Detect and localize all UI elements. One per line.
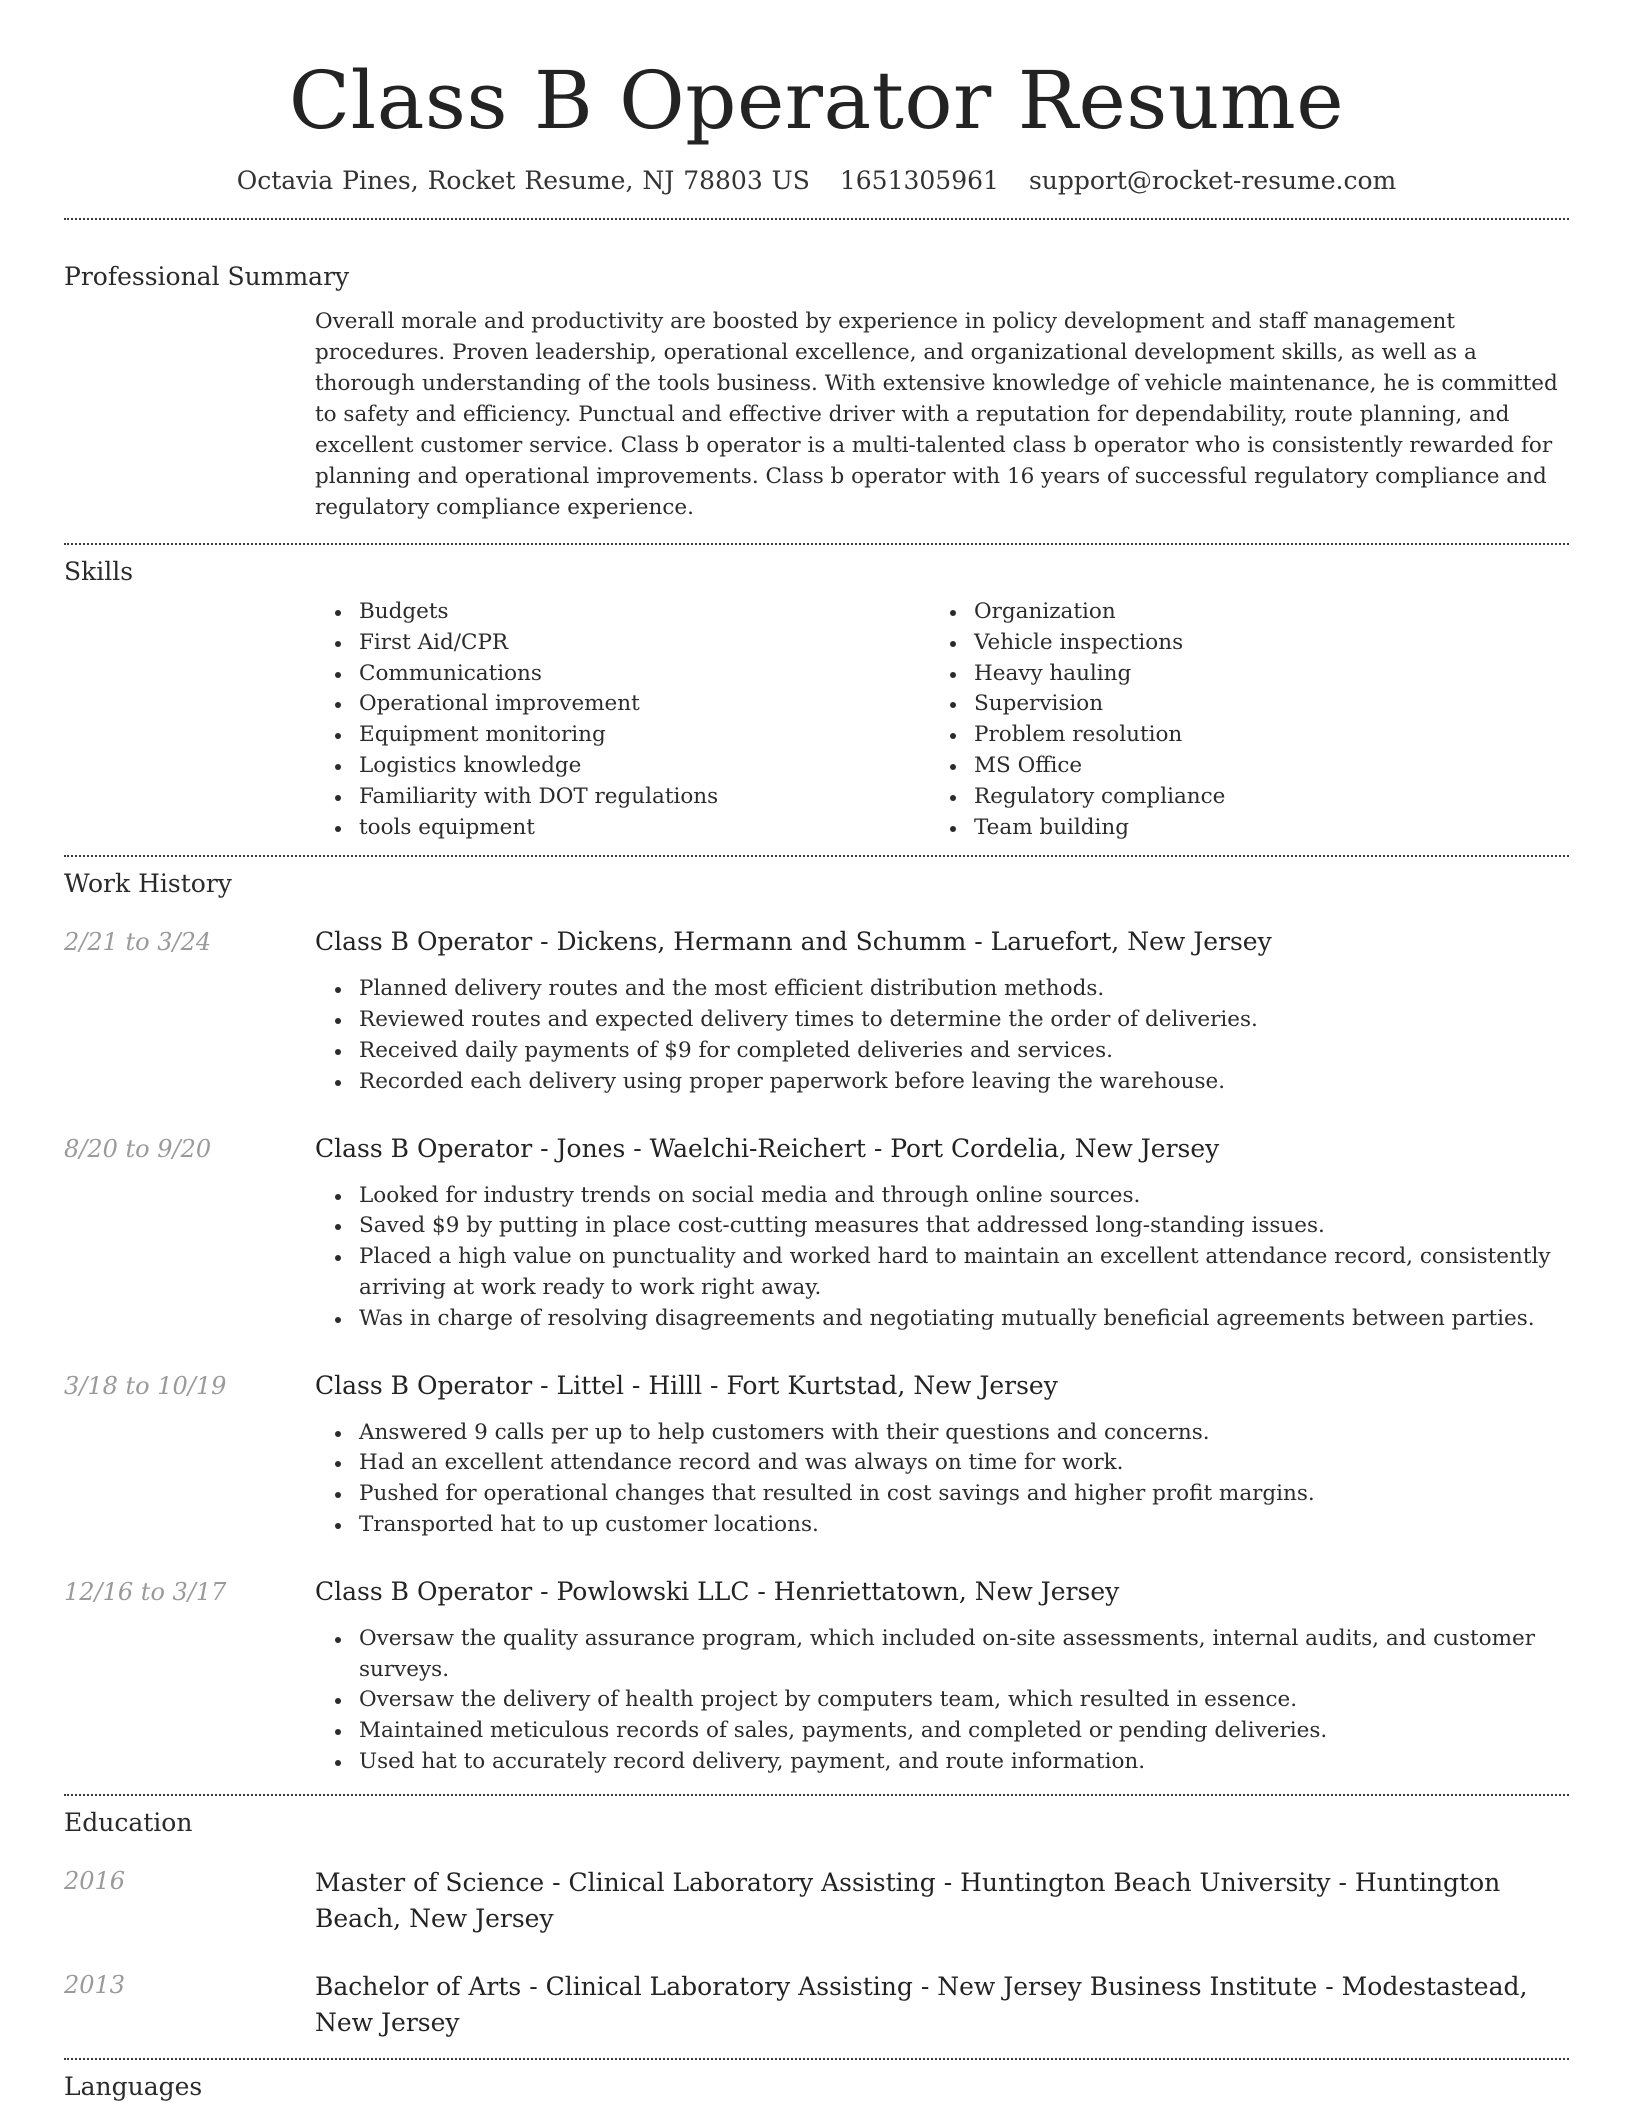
- job-bullets: [315, 1181, 1569, 1335]
- skill-item: Budgets: [315, 597, 930, 628]
- skill-item: Logistics knowledge: [315, 751, 930, 782]
- skill-item: First Aid/CPR: [315, 628, 930, 659]
- contact-phone: 1651305961: [839, 166, 999, 195]
- resume-title: Class B Operator Resume: [288, 54, 1345, 147]
- languages-heading: Languages: [64, 2071, 203, 2101]
- skill-item: Operational improvement: [315, 689, 930, 720]
- job-bullet: Answered 9 calls per up to help customers with their questions and concerns.: [315, 1418, 1569, 1449]
- skill-item: Problem resolution: [930, 720, 1545, 751]
- divider: [64, 543, 1569, 545]
- education-title: Bachelor of Arts - Clinical Laboratory Assisting - New Jersey Business Institute - Modestastead, New Jersey: [315, 1971, 1528, 2037]
- work-history-heading: Work History: [64, 869, 232, 899]
- job-bullet: Had an excellent attendance record and was always on time for work.: [315, 1448, 1569, 1479]
- job-title: Class B Operator - Jones - Waelchi-Reichert - Port Cordelia, New Jersey: [315, 1133, 1220, 1163]
- job-bullet: Recorded each delivery using proper paperwork before leaving the warehouse.: [315, 1067, 1569, 1098]
- divider: [64, 855, 1569, 857]
- job-entry: [64, 1133, 1569, 1335]
- education-entry: [64, 1865, 1569, 1937]
- skills-list-left: [315, 597, 930, 843]
- job-bullets: [315, 1418, 1569, 1541]
- skills-heading: Skills: [64, 557, 134, 586]
- skill-item: Vehicle inspections: [930, 628, 1545, 659]
- skills-columns: [315, 597, 1569, 843]
- contact-email: support@rocket-resume.com: [1028, 166, 1397, 195]
- job-bullet: Was in charge of resolving disagreements and negotiating mutually beneficial agreements between parties.: [315, 1304, 1569, 1335]
- contact-line: [64, 166, 1569, 196]
- education-year: 2016: [64, 1866, 126, 1895]
- skill-item: MS Office: [930, 751, 1545, 782]
- job-bullet: Placed a high value on punctuality and worked hard to maintain an excellent attendance record, consistently arriving at work ready to work right away.: [315, 1242, 1569, 1304]
- skill-item: tools equipment: [315, 813, 930, 844]
- job-entry: [64, 1370, 1569, 1541]
- skill-item: Supervision: [930, 689, 1545, 720]
- job-bullets: [315, 1624, 1569, 1778]
- job-dates: 2/21 to 3/24: [64, 928, 212, 957]
- job-bullet: Saved $9 by putting in place cost-cutting measures that addressed long-standing issues.: [315, 1211, 1569, 1242]
- skill-item: Heavy hauling: [930, 659, 1545, 690]
- job-dates: 8/20 to 9/20: [64, 1134, 212, 1163]
- skills-list-right: [930, 597, 1545, 843]
- skill-item: Communications: [315, 659, 930, 690]
- job-bullet: Looked for industry trends on social media and through online sources.: [315, 1181, 1569, 1212]
- job-bullet: Oversaw the delivery of health project by computers team, which resulted in essence.: [315, 1685, 1569, 1716]
- skill-item: Team building: [930, 813, 1545, 844]
- job-bullet: Used hat to accurately record delivery, payment, and route information.: [315, 1747, 1569, 1778]
- job-bullet: Pushed for operational changes that resulted in cost savings and higher profit margins.: [315, 1479, 1569, 1510]
- job-title: Class B Operator - Dickens, Hermann and Schumm - Laruefort, New Jersey: [315, 927, 1272, 957]
- divider: [64, 218, 1569, 220]
- resume-page: [64, 0, 1569, 2102]
- job-dates: 12/16 to 3/17: [64, 1577, 227, 1606]
- job-title: Class B Operator - Powlowski LLC - Henriettatown, New Jersey: [315, 1576, 1120, 1606]
- job-bullet: Oversaw the quality assurance program, which included on-site assessments, internal audits, and customer surveys.: [315, 1624, 1569, 1686]
- summary-text: Overall morale and productivity are boosted by experience in policy development and staff management procedures. Proven leadership, operational excellence, and organizational development skills, as well as a thorough understanding of the tools business. With extensive knowledge of vehicle maintenance, he is committed to safety and efficiency. Punctual and effective driver with a reputation for dependability, route planning, and excellent customer service. Class b operator is a multi-talented class b operator who is consistently rewarded for planning and operational improvements. Class b operator with 16 years of successful regulatory compliance and regulatory compliance experience.: [315, 309, 1558, 520]
- job-bullet: Received daily payments of $9 for completed deliveries and services.: [315, 1036, 1569, 1067]
- job-bullet: Planned delivery routes and the most efficient distribution methods.: [315, 974, 1569, 1005]
- education-entry: [64, 1969, 1569, 2041]
- skill-item: Familiarity with DOT regulations: [315, 782, 930, 813]
- skill-item: Equipment monitoring: [315, 720, 930, 751]
- education-year: 2013: [64, 1970, 126, 1999]
- job-bullet: Reviewed routes and expected delivery times to determine the order of deliveries.: [315, 1005, 1569, 1036]
- job-bullets: [315, 974, 1569, 1097]
- skill-item: Organization: [930, 597, 1545, 628]
- job-entry: [64, 1576, 1569, 1778]
- skill-item: Regulatory compliance: [930, 782, 1545, 813]
- job-dates: 3/18 to 10/19: [64, 1371, 227, 1400]
- job-entry: [64, 926, 1569, 1097]
- job-bullet: Transported hat to up customer locations.: [315, 1510, 1569, 1541]
- divider: [64, 2058, 1569, 2060]
- job-title: Class B Operator - Littel - Hilll - Fort Kurtstad, New Jersey: [315, 1370, 1058, 1400]
- summary-row: [64, 306, 1569, 523]
- job-bullet: Maintained meticulous records of sales, payments, and completed or pending deliveries.: [315, 1716, 1569, 1747]
- skills-row: [64, 597, 1569, 843]
- divider: [64, 1794, 1569, 1796]
- education-title: Master of Science - Clinical Laboratory Assisting - Huntington Beach University - Huntington Beach, New Jersey: [315, 1867, 1501, 1933]
- summary-heading: Professional Summary: [64, 262, 350, 291]
- contact-address: Octavia Pines, Rocket Resume, NJ 78803 US: [236, 166, 810, 195]
- education-heading: Education: [64, 1807, 193, 1837]
